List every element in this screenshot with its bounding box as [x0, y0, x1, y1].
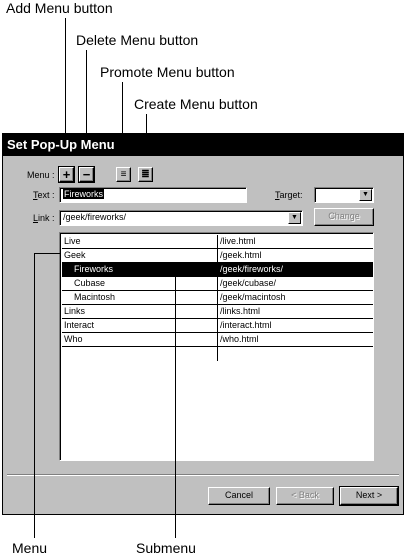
menu-leader	[34, 253, 35, 538]
menu-text-cell: Who	[64, 334, 83, 344]
menu-text-cell: Macintosh	[74, 292, 116, 302]
menu-text-cell: Geek	[64, 250, 86, 260]
table-row[interactable]	[62, 263, 374, 277]
menu-items-table[interactable]	[59, 232, 374, 461]
column-divider	[217, 235, 218, 361]
create-submenu-icon: ≣	[141, 169, 150, 180]
promote-icon: ≡	[120, 169, 127, 180]
add-menu-button[interactable]	[59, 167, 74, 182]
promote-menu-leader	[122, 82, 123, 138]
text-label	[33, 190, 55, 200]
create-menu-button[interactable]	[138, 167, 153, 182]
menu-text-cell: Links	[64, 306, 86, 316]
menu-link-cell: /geek/cubase/	[220, 278, 277, 288]
menu-text-cell: Fireworks	[74, 264, 114, 274]
minus-icon: −	[82, 167, 91, 182]
table-row[interactable]	[62, 319, 374, 333]
table-row[interactable]	[62, 333, 374, 347]
menu-text-cell: Interact	[64, 320, 95, 330]
footer-divider	[7, 474, 399, 476]
target-label	[275, 190, 303, 200]
menu-text-cell: Live	[64, 236, 81, 246]
text-label-accel: T	[33, 190, 38, 200]
promote-menu-callout: Promote Menu button	[100, 64, 235, 80]
menu-link-cell: /who.html	[220, 334, 259, 344]
back-button[interactable]: < Back	[276, 487, 334, 505]
link-label-accel: L	[33, 213, 39, 223]
create-menu-callout: Create Menu button	[134, 96, 258, 112]
link-dropdown-icon[interactable]: ▼	[288, 212, 301, 224]
table-row[interactable]	[62, 277, 374, 291]
text-input-value: Fireworks	[64, 189, 104, 199]
table-row[interactable]	[62, 249, 374, 263]
target-label-rest: arget:	[279, 190, 303, 200]
menu-link-cell: /interact.html	[220, 320, 272, 330]
menu-link-cell: /geek/macintosh	[220, 292, 286, 302]
delete-menu-callout: Delete Menu button	[76, 32, 199, 48]
menu-label: Menu :	[27, 170, 55, 180]
menu-link-cell: /live.html	[220, 236, 256, 246]
link-select[interactable]	[59, 210, 303, 226]
promote-menu-button[interactable]	[116, 167, 131, 182]
next-button[interactable]: Next >	[340, 487, 398, 505]
menu-link-cell: /links.html	[220, 306, 261, 316]
submenu-callout: Submenu	[136, 540, 196, 556]
plus-icon: +	[62, 167, 71, 182]
cancel-button[interactable]: Cancel	[208, 487, 270, 505]
link-label-rest: ink :	[38, 213, 55, 223]
change-button[interactable]: Change	[314, 208, 374, 226]
target-select[interactable]	[314, 187, 374, 203]
text-input[interactable]	[59, 187, 247, 203]
table-row[interactable]	[62, 235, 374, 249]
link-select-value: /geek/fireworks/	[63, 212, 127, 222]
submenu-leader	[175, 275, 176, 538]
table-row[interactable]	[62, 305, 374, 319]
text-label-rest: ext :	[37, 190, 55, 200]
dialog-title: Set Pop-Up Menu	[3, 134, 403, 156]
add-menu-callout: Add Menu button	[6, 0, 113, 16]
target-label-accel: T	[275, 190, 280, 200]
set-popup-menu-dialog	[2, 133, 404, 515]
menu-text-cell: Cubase	[74, 278, 106, 288]
delete-menu-button[interactable]	[79, 167, 94, 182]
menu-leader-horizontal	[34, 253, 60, 254]
menu-callout: Menu	[12, 540, 48, 556]
menu-link-cell: /geek/fireworks/	[220, 264, 284, 274]
menu-link-cell: /geek.html	[220, 250, 262, 260]
table-row[interactable]	[62, 291, 374, 305]
target-dropdown-icon[interactable]: ▼	[359, 189, 372, 201]
link-label	[33, 213, 55, 223]
